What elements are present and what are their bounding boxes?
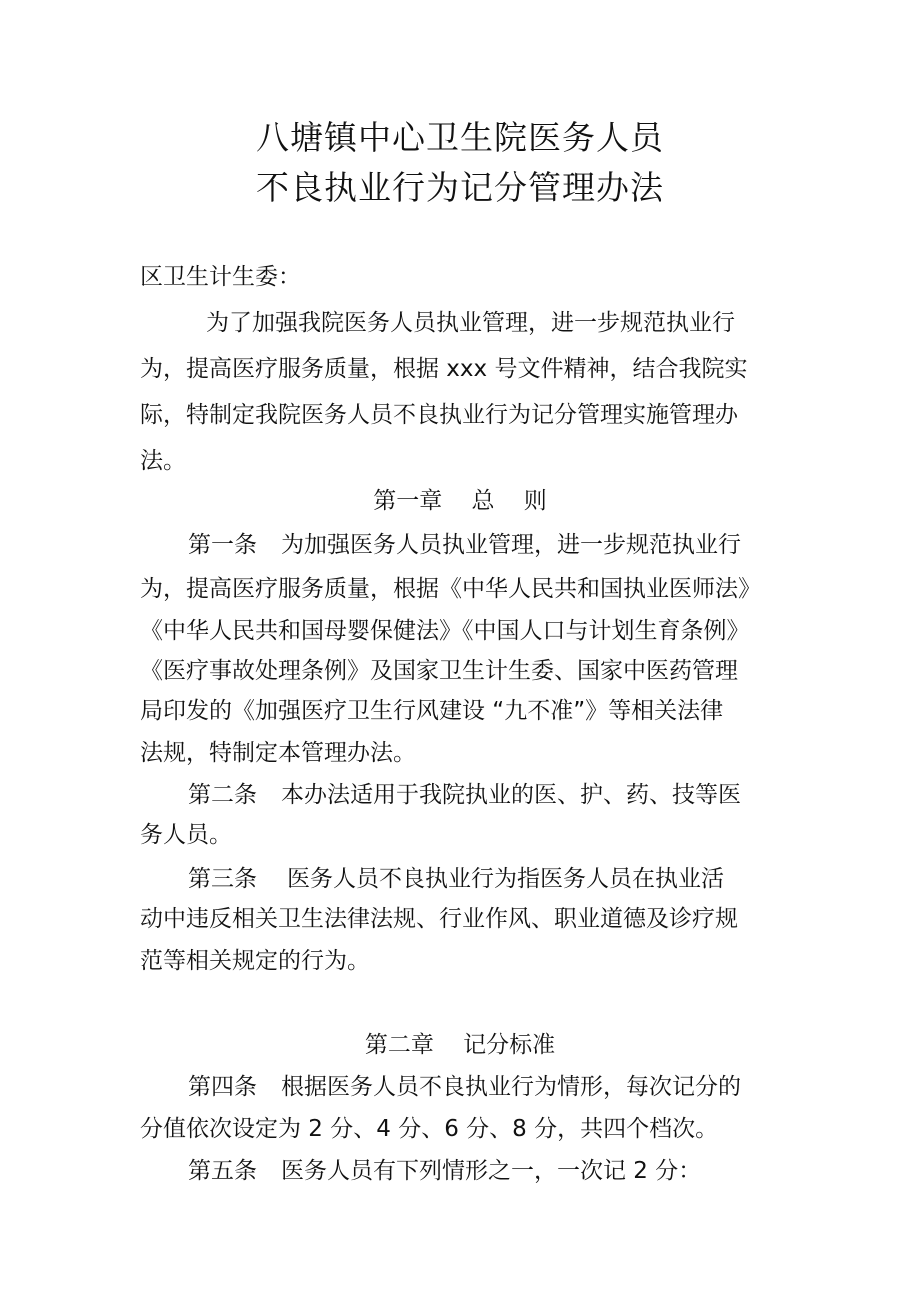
document-title-line-2: 不良执业行为记分管理办法 bbox=[256, 168, 664, 207]
document-title-line-1: 八塘镇中心卫生院医务人员 bbox=[256, 118, 664, 157]
article-2-line: 务人员。 bbox=[140, 822, 232, 848]
intro-line: 为，提高医疗服务质量，根据 xxx 号文件精神，结合我院实 bbox=[140, 356, 748, 382]
article-4-first-line bbox=[188, 1072, 868, 1102]
article-text: 根据医务人员不良执业行为情形，每次记分的 bbox=[281, 1074, 741, 1100]
article-label: 第二条 bbox=[188, 782, 257, 808]
article-1-line: 《医疗事故处理条例》及国家卫生计生委、国家中医药管理 bbox=[140, 658, 738, 684]
article-5-first-line bbox=[188, 1156, 868, 1186]
intro-line: 法。 bbox=[140, 448, 186, 474]
intro-line: 际，特制定我院医务人员不良执业行为记分管理实施管理办 bbox=[140, 402, 738, 428]
article-3-line: 范等相关规定的行为。 bbox=[140, 948, 370, 974]
article-3-first-line bbox=[188, 864, 868, 894]
article-1-line: 局印发的《加强医疗卫生行风建设 “九不准”》等相关法律 bbox=[140, 698, 724, 724]
intro-line: 为了加强我院医务人员执业管理，进一步规范执业行 bbox=[206, 310, 735, 336]
article-text: 医务人员有下列情形之一，一次记 2 分： bbox=[281, 1158, 702, 1184]
article-3-line: 动中违反相关卫生法律法规、行业作风、职业道德及诊疗规 bbox=[140, 906, 738, 932]
article-text: 为加强医务人员执业管理，进一步规范执业行 bbox=[281, 532, 741, 558]
article-text: 医务人员不良执业行为指医务人员在执业活 bbox=[287, 866, 724, 892]
chapter-heading-2: 第二章 记分标准 bbox=[364, 1032, 556, 1058]
article-4-line: 分值依次设定为 2 分、4 分、6 分、8 分，共四个档次。 bbox=[140, 1116, 719, 1142]
chapter-heading-1: 第一章 总 则 bbox=[373, 488, 547, 514]
salutation: 区卫生计生委： bbox=[140, 264, 301, 290]
article-label: 第五条 bbox=[188, 1158, 257, 1184]
article-1-line: 为，提高医疗服务质量，根据《中华人民共和国执业医师法》 bbox=[140, 576, 761, 602]
article-label: 第三条 bbox=[188, 866, 257, 892]
article-text: 本办法适用于我院执业的医、护、药、技等医 bbox=[281, 782, 741, 808]
article-1-line: 《中华人民共和国母婴保健法》《中国人口与计划生育条例》 bbox=[140, 618, 750, 644]
article-label: 第四条 bbox=[188, 1074, 257, 1100]
article-2-first-line bbox=[188, 780, 868, 810]
article-1-first-line bbox=[188, 530, 868, 560]
article-label: 第一条 bbox=[188, 532, 257, 558]
article-1-line: 法规，特制定本管理办法。 bbox=[140, 740, 416, 766]
